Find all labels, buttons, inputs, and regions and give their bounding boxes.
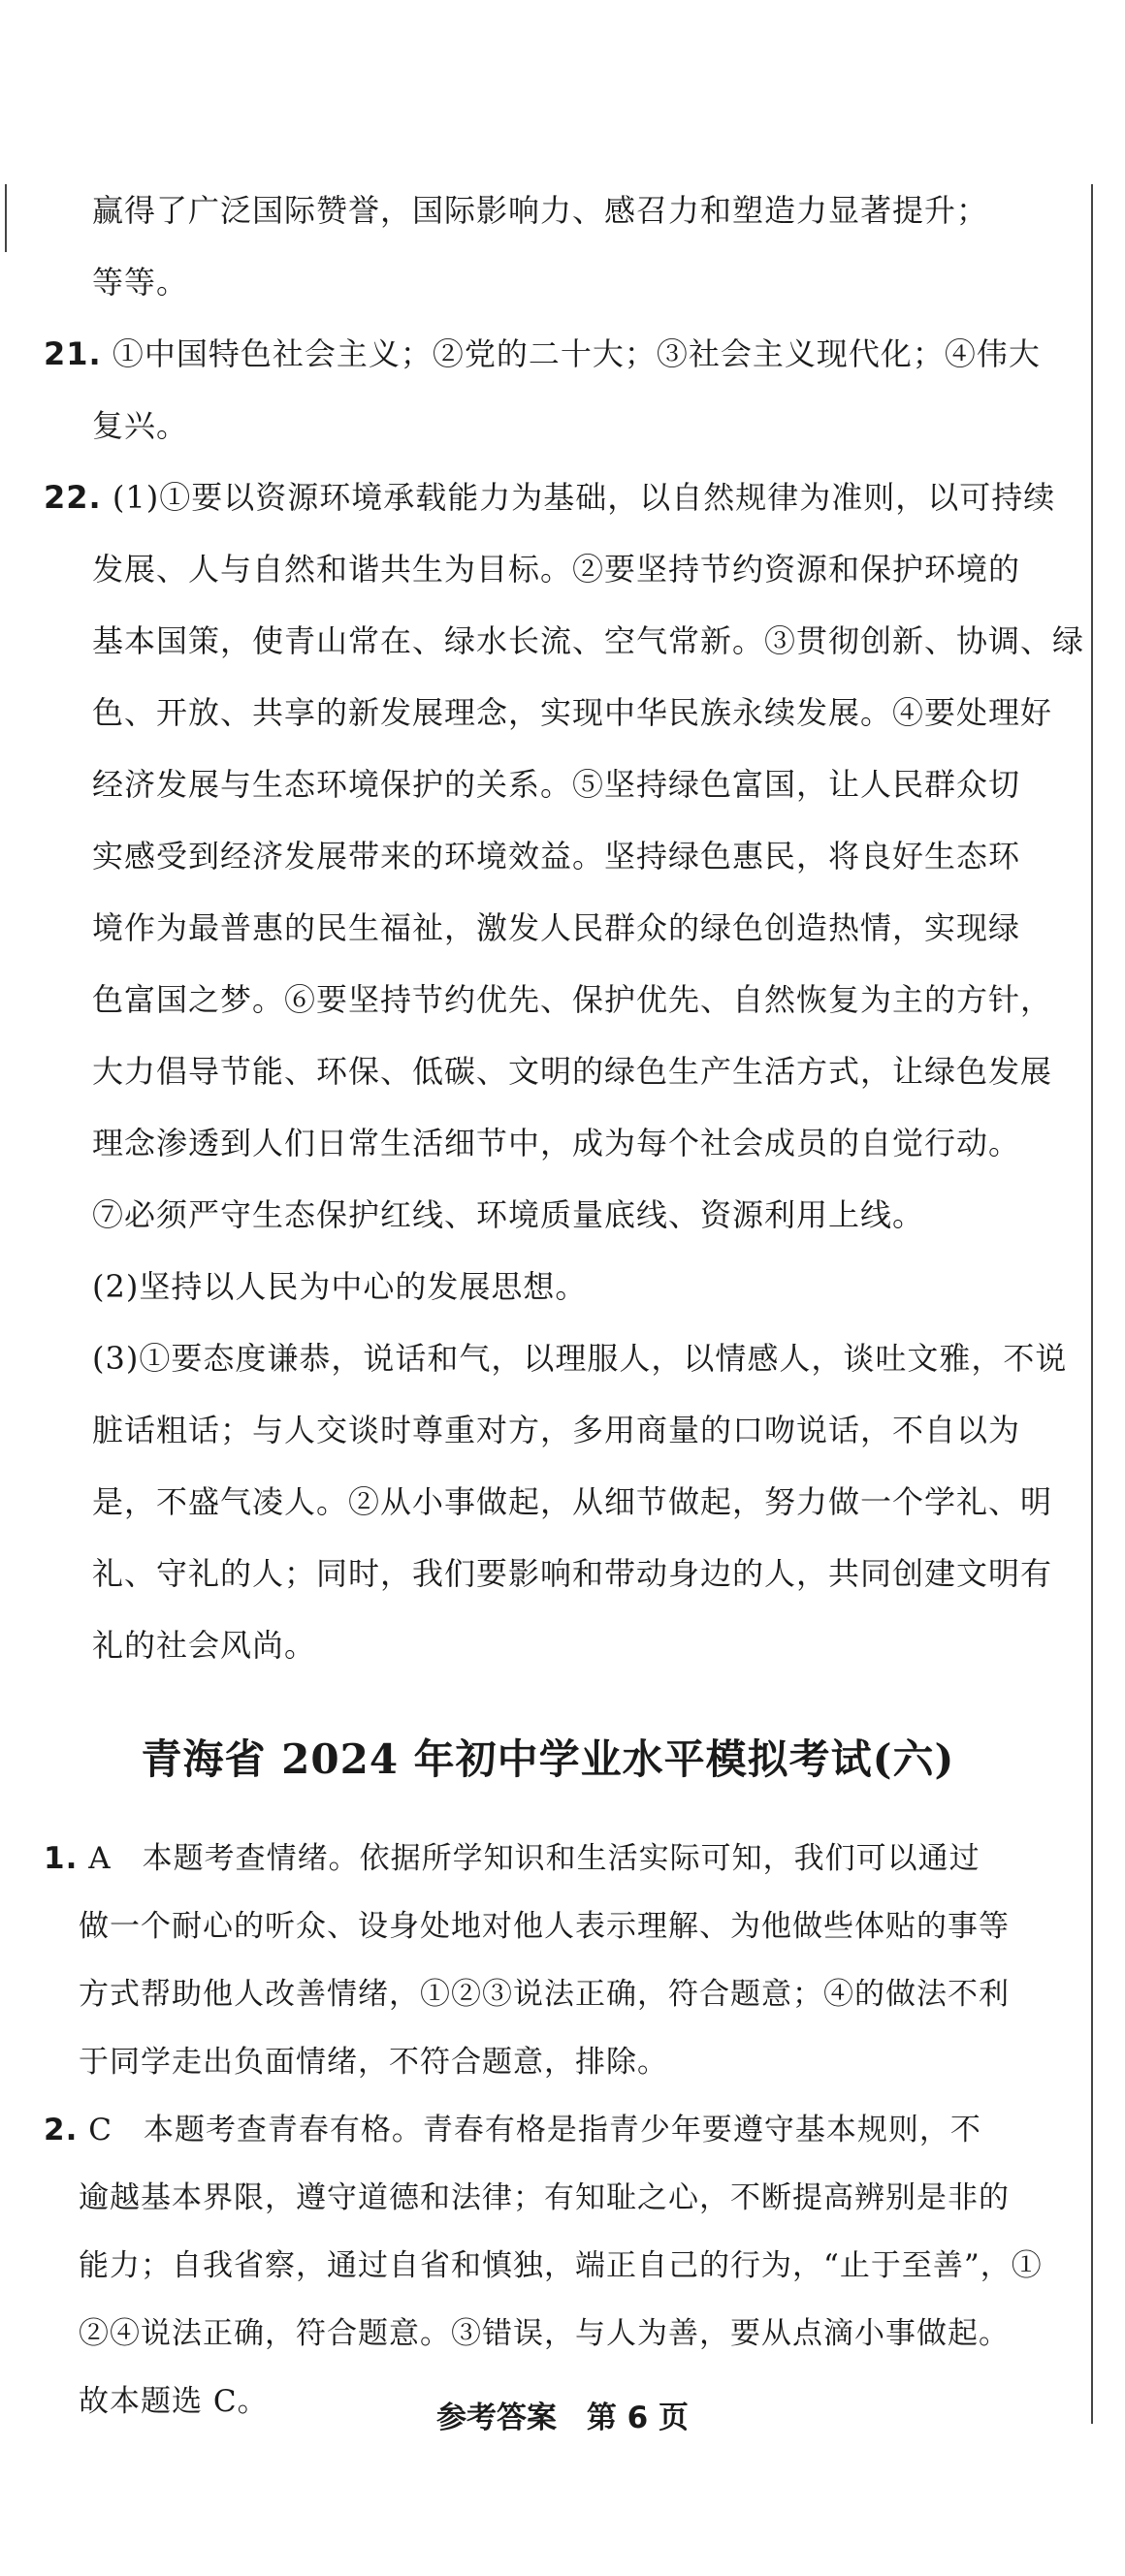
answer-content <box>44 175 1085 2435</box>
q22-line: 是，不盛气凌人。②从小事做起，从细节做起，努力做一个学礼、明 <box>92 1483 1053 1520</box>
q22-line: 经济发展与生态环境保护的关系。⑤坚持绿色富国，让人民群众切 <box>92 766 1021 803</box>
s1-number: 1. <box>44 1841 79 1876</box>
q22-line: (3)①要态度谦恭，说话和气，以理服人，以情感人，谈吐文雅，不说 <box>92 1340 1068 1377</box>
q22-line: 礼、守礼的人；同时，我们要影响和带动身边的人，共同创建文明有 <box>92 1555 1053 1592</box>
q22-line: 礼的社会风尚。 <box>92 1627 317 1664</box>
q22-line: 基本国策，使青山常在、绿水长流、空气常新。③贯彻创新、协调、绿 <box>92 622 1085 659</box>
q22-line: 色、开放、共享的新发展理念，实现中华民族永续发展。④要处理好 <box>92 694 1053 731</box>
s1-line: 方式帮助他人改善情绪，①②③说法正确，符合题意；④的做法不利 <box>79 1977 1010 2012</box>
q22-line: 理念渗透到人们日常生活细节中，成为每个社会成员的自觉行动。 <box>92 1125 1021 1161</box>
q21-first-line <box>44 318 1052 390</box>
q22-line: 色富国之梦。⑥要坚持节约优先、保护优先、自然恢复为主的方针， <box>92 981 1053 1018</box>
s2-text: C 本题考查青春有格。青春有格是指青少年要遵守基本规则，不 <box>88 2113 981 2147</box>
q22-line: ⑦必须严守生态保护红线、环境质量底线、资源利用上线。 <box>92 1196 925 1233</box>
s2-line: 能力；自我省察，通过自省和慎独，端正自己的行为，“止于至善”，① <box>79 2248 1043 2283</box>
continuation-line: 等等。 <box>92 264 189 301</box>
q22-line: (2)坚持以人民为中心的发展思想。 <box>92 1268 588 1305</box>
right-margin-rule <box>1091 184 1093 2424</box>
q21-text: ①中国特色社会主义；②党的二十大；③社会主义现代化；④伟大 <box>112 335 1041 372</box>
q22-first-line <box>44 461 1056 533</box>
s1-line: 于同学走出负面情绪，不符合题意，排除。 <box>79 2045 668 2080</box>
q21-line: 复兴。 <box>92 407 189 444</box>
q22-line: 脏话粗话；与人交谈时尊重对方，多用商量的口吻说话，不自以为 <box>92 1412 1021 1448</box>
footer-label: 参考答案 <box>436 2401 558 2435</box>
continuation-line: 赢得了广泛国际赞誉，国际影响力、感召力和塑造力显著提升； <box>92 192 989 229</box>
page-number: 第 6 页 <box>586 2401 689 2435</box>
q22-text: (1)①要以资源环境承载能力为基础，以自然规律为准则，以可持续 <box>112 479 1056 516</box>
q22-line: 发展、人与自然和谐共生为目标。②要坚持节约资源和保护环境的 <box>92 551 1021 588</box>
s2-line: 逾越基本界限，遵守道德和法律；有知耻之心，不断提高辨别是非的 <box>79 2180 1010 2215</box>
s1-line: 做一个耐心的听众、设身处地对他人表示理解、为他做些体贴的事等 <box>79 1909 1010 1944</box>
q22-line: 境作为最普惠的民生福祉，激发人民群众的绿色创造热情，实现绿 <box>92 909 1021 946</box>
section-title: 青海省 2024 年初中学业水平模拟考试(六) <box>141 1735 955 1783</box>
s2-number: 2. <box>44 2113 79 2147</box>
left-margin-rule <box>5 184 7 252</box>
q22-line: 大力倡导节能、环保、低碳、文明的绿色生产生活方式，让绿色发展 <box>92 1053 1053 1090</box>
q22-number: 22. <box>44 479 102 516</box>
q22-line: 实感受到经济发展带来的环境效益。坚持绿色惠民，将良好生态环 <box>92 838 1021 875</box>
s1-text: A 本题考查情绪。依据所学知识和生活实际可知，我们可以通过 <box>88 1841 980 1876</box>
s2-line: 故本题选 C。 <box>79 2384 269 2419</box>
q21-number: 21. <box>44 335 102 372</box>
page-footer <box>0 2393 1125 2436</box>
s1-first-line <box>44 1825 1052 1892</box>
s2-first-line <box>44 2096 1052 2164</box>
s2-line: ②④说法正确，符合题意。③错误，与人为善，要从点滴小事做起。 <box>79 2316 1010 2351</box>
